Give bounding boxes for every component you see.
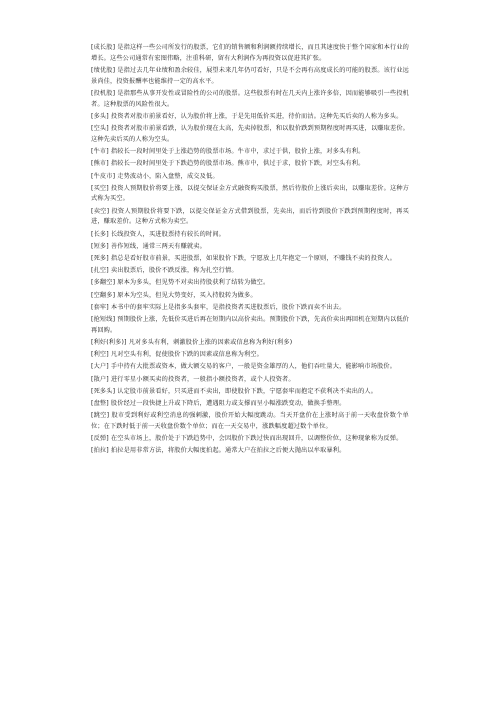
glossary-entry: [反弹] 在空头市场上，股价处于下跌趋势中，会因股价下跌过快而出现回升，以调整价位，这种现象称为反弹。 [91, 435, 403, 443]
document-page [91, 43, 409, 458]
glossary-entry: [盘整] 股价经过一段快捷上升或下降后，遭遇阻力或支撑而呈小幅涨跌变动，做换手整理。 [91, 399, 346, 407]
glossary-entry: [死多头] 认定股市前景看好，只买进而不卖出，即使股价下跌，宁愿套牢而抱定不获利决不卖出的人。 [91, 387, 378, 395]
glossary-entry: [成长股] 是指这样一些公司所发行的股票，它们的销售额和利润额持续增长，而且其速度快于整个国家和本行业的增长。这些公司通常有宏图伟略，注重科研，留有大利润作为再投资以促进其扩张。 [91, 44, 409, 62]
glossary-entry: [死多] 指总是看好股市前景，买进股票，如果股价下跌，宁愿放上几年抱定一个原则，不赚钱不卖的投资人。 [91, 255, 397, 263]
glossary-entry: [散户] 进行零星小额买卖的投资者，一般指小额投资者，或个人投资者。 [91, 375, 295, 383]
glossary-entry: [套牢] 本书中的套牢实际上是指多头套牢，是指投资者买进股票后，股价下跌而卖不出去。 [91, 303, 346, 311]
glossary-entry: [空翻多] 原本为空头，但见大势变好，买入持股转为做多。 [91, 291, 257, 299]
glossary-entry: [跳空] 股市受到利好或利空消息的强刺激，股价开始大幅度跳动。当天开盘价在上涨时高于前一天收盘价数个单位；在下跌时低于前一天收盘价数个单位；而在一天交易中，涨跌幅度超过数个单位。 [91, 412, 409, 430]
glossary-entry: [绩优股] 是指过去几年业绩和盈余较佳，展望未来几年仍可看好，只是不会再有高度成长的可能的股票。该行业远景尚佳，投资报酬率也能维持一定的高水平。 [91, 66, 409, 85]
glossary-entry: [多头] 投资者对股市前景看好，认为股价将上涨，于是先用低价买进，待价而沽。这种先买后卖的人称为多头。 [91, 112, 403, 120]
glossary-entry: [牛皮市] 走势波动小，陷入盘整，成交及低。 [91, 172, 219, 180]
glossary-entry: [长多] 长线投资人，买进股票持有较长的时间。 [91, 230, 225, 238]
glossary-entry: [利好(利多)] 凡对多头有利，刺激股价上涨的因素或信息称为利好(利多) [91, 338, 293, 346]
glossary-entry: [熊市] 指较长一段时间里处于下跌趋势的股票市场。熊市中，供过于求，股价下跌，对空头有利。 [91, 160, 365, 168]
glossary-entry: [卖空] 投资人预期股价将要下跌，以提交保证金方式借到股票，先卖出，而后待到股价下跌到预期程度时，再买进，赚取差价。这种方式称为卖空。 [91, 207, 409, 226]
glossary-entry: [短多] 善作短线，通常三两天有赚就卖。 [91, 242, 206, 250]
glossary-entry: [扎空] 卖出股票后，股价不跌反涨，称为扎空行情。 [91, 267, 238, 275]
glossary-entry: [利空] 凡对空头有利，促使股价下跌的因素或信息称为利空。 [91, 351, 264, 359]
glossary-entry: [买空] 投资人预期股价将要上涨，以提交保证金方式融资购买股票，然后待股价上涨后卖出，以赚取差价。这种方式称为买空。 [91, 184, 409, 203]
glossary-entry: [投机股] 是指那些从事开发性或冒险性的公司的股票。这些股票有时在几天内上涨许多倍，因而能够吸引一些投机者。这种股票的风险性很大。 [91, 89, 409, 108]
glossary-entry: [抢短线] 预期股价上涨，先低价买进后再在短期内以高价卖出。预期股价下跌，先高价卖出再回机在短期内以低价再回购。 [91, 315, 409, 334]
glossary-entry: [拍拉] 拍拉是用非常方法，将股价大幅度拍起。通常大户在拍拉之后便大抛出以牟取暴利。 [91, 447, 346, 455]
glossary-entry: [空头] 投资者对股市前景看跌，认为股价现在太高，先卖掉股票，和以股价跌到预期程度时再买进，以赚取差价。这种先卖后买的人称为空头。 [91, 125, 409, 143]
glossary-entry: [多翻空] 原本为多头，但见势不对卖出持股获利了结转为做空。 [91, 279, 270, 287]
glossary-entry: [牛市] 指较长一段时间里处于上涨趋势的股票市场。牛市中，求过于供，股价上涨，对多头有利。 [91, 148, 365, 156]
glossary-entry: [大户] 手中持有大批票或资本，做大额交易的客户，一般是资金雄厚的人，他们吞吐量大，能影响市场股价。 [91, 363, 397, 371]
